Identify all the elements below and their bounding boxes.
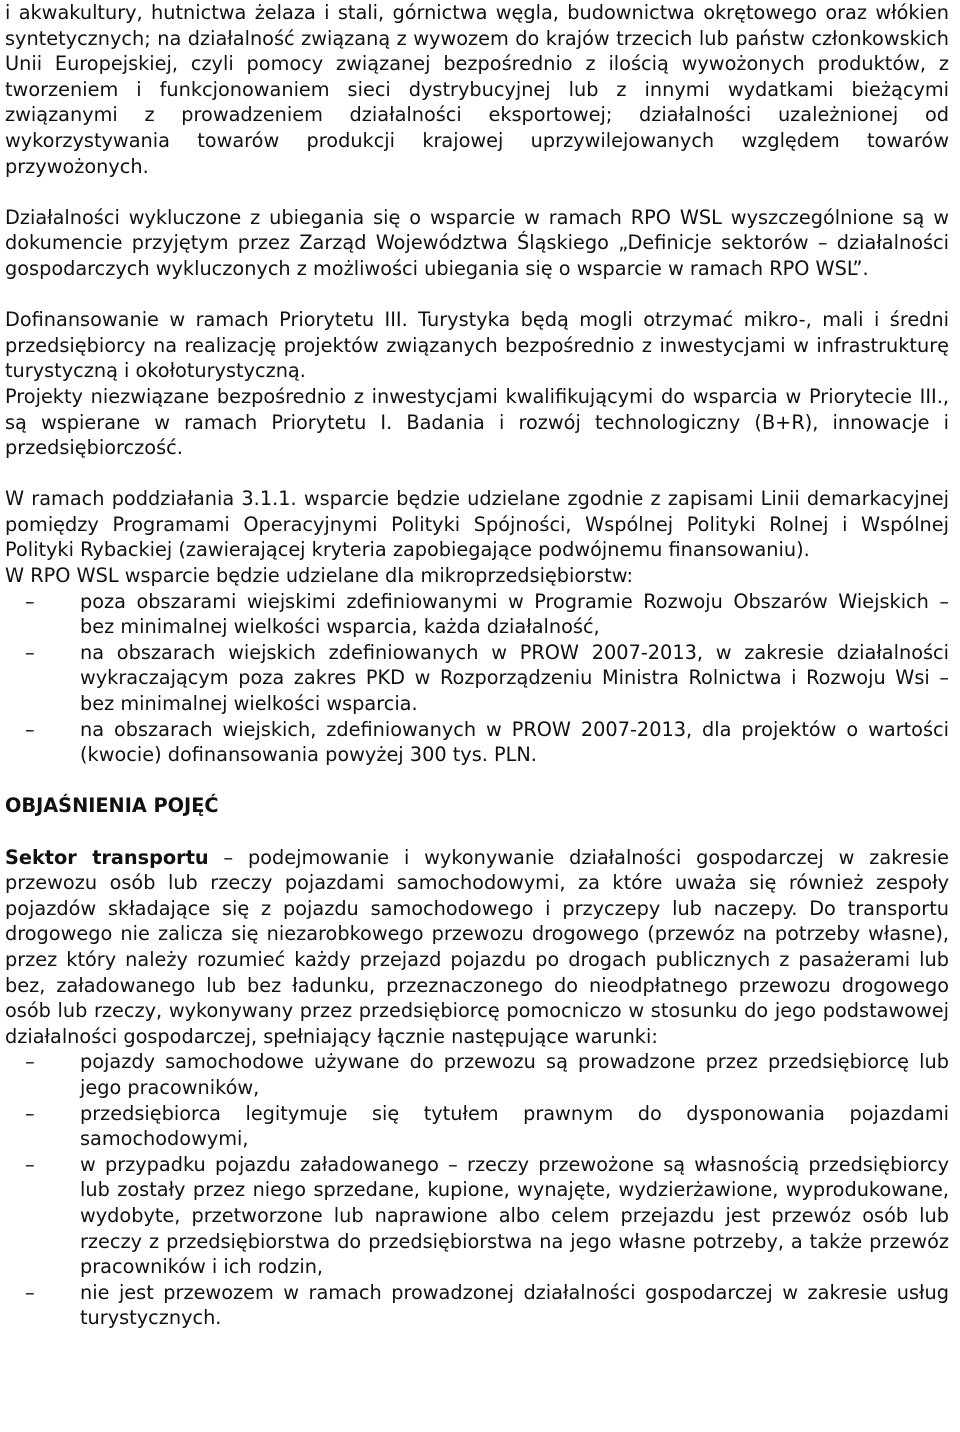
dash-bullet: – xyxy=(25,1152,35,1176)
list-item-text: na obszarach wiejskich zdefiniowanych w PROW 2007-2013, w zakresie działalności wykraczającym poza zakres PKD w Rozporządzeniu Ministra Rolnictwa i Rozwoju Wsi – bez minimalnej wielkości wsparcia. xyxy=(80,640,949,716)
list-item-text: przedsiębiorca legitymuje się tytułem prawnym do dysponowania pojazdami samochodowymi, xyxy=(80,1101,949,1151)
list-item xyxy=(5,589,949,640)
list-item-text: w przypadku pojazdu załadowanego – rzeczy przewożone są własnością przedsiębiorcy lub zostały przez niego sprzedane, kupione, wynajęte, wydzierżawione, wyprodukowane, wydobyte, przetworzone lub naprawione albo celem przejazdu jest przewóz osób lub rzeczy z przedsiębiorstwa do przedsiębiorstwa na jego własne potrzeby, a także przewóz pracowników i ich rodzin, xyxy=(80,1152,949,1279)
list-item xyxy=(5,1280,949,1331)
paragraph-transport-definition xyxy=(5,845,949,1050)
transport-conditions-list xyxy=(5,1049,949,1331)
paragraph-unrelated-projects: Projekty niezwiązane bezpośrednio z inwestycjami kwalifikującymi do wsparcia w Priorytecie III., są wspierane w ramach Priorytetu I. Badania i rozwój technologiczny (B+R), innowacje i przedsiębiorczość. xyxy=(5,384,949,460)
dash-bullet: – xyxy=(25,1050,35,1074)
dash-bullet: – xyxy=(25,1101,35,1125)
list-item xyxy=(5,1101,949,1152)
spacer xyxy=(5,282,949,308)
paragraph-subaction: W ramach poddziałania 3.1.1. wsparcie będzie udzielane zgodnie z zapisami Linii demarkacyjnej pomiędzy Programami Operacyjnymi Polityki Spójności, Wspólnej Polityki Rolnej i Wspólnej Polityki Rybackiej (zawierającej kryteria zapobiegające podwójnemu finansowaniu). xyxy=(5,487,949,562)
list-item-text: nie jest przewozem w ramach prowadzonej działalności gospodarczej w zakresie usług turystycznych. xyxy=(80,1280,949,1330)
spacer xyxy=(5,461,949,487)
paragraph-priority-3: Dofinansowanie w ramach Priorytetu III. Turystyka będą mogli otrzymać mikro-, mali i średni przedsiębiorcy na realizację projektów związanych bezpośrednio z inwestycjami w infrastrukturę turystyczną i okołoturystyczną. xyxy=(5,308,949,383)
list-item-text: pojazdy samochodowe używane do przewozu są prowadzone przez przedsiębiorcę lub jego pracowników, xyxy=(80,1050,949,1099)
spacer xyxy=(5,819,949,845)
micro-enterprise-list xyxy=(5,589,949,768)
list-item xyxy=(5,1152,949,1280)
definition-text: – podejmowanie i wykonywanie działalności gospodarczej w zakresie przewozu osób lub rzeczy pojazdami samochodowymi, za które uważa się również zespoły pojazdów składające się z pojazdu samochodowego i przyczepy lub naczepy. Do transportu drogowego nie zalicza się niezarobkowego przewozu drogowego (przewóz na potrzeby własne), przez który należy rozumieć każdy przejazd pojazdu po drogach publicznych z pasażerami lub bez, załadowanego lub bez ładunku, przeznaczonego do nieodpłatnego przewozu drogowego osób lub rzeczy, wykonywany przez przedsiębiorcę pomocniczo w stosunku do jego podstawowej działalności gospodarczej, spełniający łącznie następujące warunki: xyxy=(5,845,949,1048)
paragraph-intro: i akwakultury, hutnictwa żelaza i stali, górnictwa węgla, budownictwa okrętowego oraz włókien syntetycznych; na działalność związaną z wywozem do krajów trzecich lub państw członkowskich Unii Europejskiej, czyli pomocy związanej bezpośrednio z ilością wywożonych produktów, z tworzeniem i funkcjonowaniem sieci dystrybucyjnej lub z innymi wydatkami bieżącymi związanymi z prowadzeniem działalności eksportowej; działalności uzależnionej od wykorzystywania towarów produkcji krajowej uprzywilejowanych względem towarów przywożonych. xyxy=(5,1,949,178)
list-item-text: poza obszarami wiejskimi zdefiniowanymi w Programie Rozwoju Obszarów Wiejskich – bez minimalnej wielkości wsparcia, każda działalność, xyxy=(80,589,949,639)
list-item xyxy=(5,1049,949,1100)
paragraph-micro-intro: W RPO WSL wsparcie będzie udzielane dla mikroprzedsiębiorstw: xyxy=(5,564,633,588)
dash-bullet: – xyxy=(25,640,35,664)
list-item xyxy=(5,717,949,768)
dash-bullet: – xyxy=(25,1280,35,1304)
defined-term: Sektor transportu xyxy=(5,845,209,869)
spacer xyxy=(5,768,949,794)
paragraph-excluded-activities: Działalności wykluczone z ubiegania się o wsparcie w ramach RPO WSL wyszczególnione są w dokumencie przyjętym przez Zarząd Województwa Śląskiego „Definicje sektorów – działalności gospodarczych wykluczonych z możliwości ubiegania się o wsparcie w ramach RPO WSL”. xyxy=(5,205,949,280)
list-item-text: na obszarach wiejskich, zdefiniowanych w PROW 2007-2013, dla projektów o wartości (kwocie) dofinansowania powyżej 300 tys. PLN. xyxy=(80,717,949,767)
list-item xyxy=(5,640,949,717)
dash-bullet: – xyxy=(25,589,35,613)
section-heading: OBJAŚNIENIA POJĘĆ xyxy=(5,794,219,818)
spacer xyxy=(5,179,949,205)
dash-bullet: – xyxy=(25,717,35,741)
